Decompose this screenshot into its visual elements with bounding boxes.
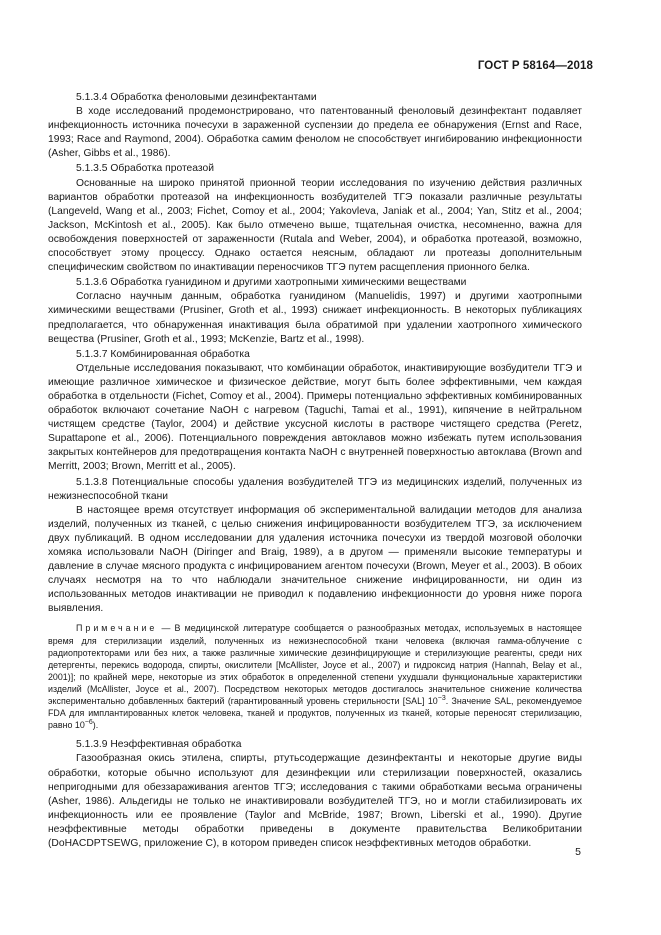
section-paragraph: Газообразная окись этилена, спирты, ртутьсодержащие дезинфектанты и некоторые другие виды обработки, которые обычно используют для дезинфекции или стерилизации поверхностей, оказались непригодными для обеззараживания агентов ТГЭ; исследования с такими обработками весьма ограничены (Asher, 1986). Альдегиды не только не инактивировали возбудителей ТГЭ, но и могли стабилизировать их инфекционность или ее проявление (Taylor and McBride, 1987; Brown, Liberski et al., 1990). Другие неэффективные методы обработки приведены в документе правительства Великобритании (DoHACDPTSEWG, приложение С), в котором приведен список неэффективных методов обработки. — [48, 753, 582, 849]
note-block — [48, 622, 582, 731]
note-exponent-b: −6 — [84, 719, 93, 727]
section-heading-5-1-3-8: 5.1.3.8 Потенциальные способы удаления возбудителей ТГЭ из медицинских изделий, полученных из нежизнеспособной ткани — [48, 476, 582, 502]
section-heading-5-1-3-6: 5.1.3.6 Обработка гуанидином и другими хаотропными химическими веществами — [76, 277, 467, 289]
page-header-standard: ГОСТ Р 58164—2018 — [477, 60, 593, 72]
section-heading-5-1-3-4: 5.1.3.4 Обработка феноловыми дезинфектантами — [76, 92, 317, 103]
section-paragraph: Согласно научным данным, обработка гуанидином (Manuelidis, 1997) и другими хаотропными химическими веществами (Prusiner, Groth et al., 1993) снижает инфекционность. В некоторых публикациях предполагается, что обнаруженная инактивация была обратимой при удалении хаотропного химического вещества (Prusiner, Groth et al., 1993; McKenzie, Bartz et al., 1998). — [48, 291, 582, 345]
note-text-b: . Значение SAL, рекомендуемое FDA для имплантированных клеток человека, тканей и продуктов, полученных из тканей, которые переносят стерилизацию, равно 10 — [48, 696, 582, 731]
section-heading-5-1-3-7: 5.1.3.7 Комбинированная обработка — [76, 348, 250, 360]
note-text-c: ). — [92, 720, 99, 731]
section-paragraph: В ходе исследований продемонстрировано, что патентованный феноловый дезинфектант подавляет инфекционность источника почесухи в зараженной суспензии до предела ее обнаружения (Ernst and Race, 1993; Race and Raymond, 2004). Обработка самим фенолом не способствует ингибированию инфекционности (Asher, Gibbs et al., 1986). — [48, 106, 582, 160]
document-body — [48, 90, 582, 851]
section-heading-5-1-3-5: 5.1.3.5 Обработка протеазой — [76, 163, 214, 175]
section-heading-5-1-3-9: 5.1.3.9 Неэффективная обработка — [76, 739, 242, 751]
page-number: 5 — [575, 846, 581, 858]
note-label: Примечание — [76, 623, 158, 634]
section-paragraph: В настоящее время отсутствует информация об экспериментальной валидации методов для анализа изделий, полученных из тканей, с целью снижения инфицированности возбудителем ТГЭ, за исключением двух публикаций. В одном исследовании для удаления источника почесухи из твердой мозговой оболочки хомяка использовали NaOH (Diringer and Braig, 1989), а в другом — применяли высокие температуры и давление в случае мясного продукта с инфицированием агентом почесухи (Brown, Meyer et al., 2003). В обоих случаях несмотря на то что наблюдали значительное снижение инфицированности, ни один из использованных методов инактивации не приводил к подавлению инфекционности до уровня ниже порога выявления. — [48, 504, 582, 615]
note-text-a: — В медицинской литературе сообщается о разнообразных методах, используемых в настоящее время для стерилизации изделий, полученных из нежизнеспособной ткани человека (включая гамма-облучение с радиопротекторами или без них, а также различные химические дезинфицирующие и стерилизующие реагенты, среди них детергенты, перекись водорода, спирты, окислители [McAllister, Joyce et al., 2007) и гидроксид натрия (Hannah, Belay et al., 2001)]; по крайней мере, некоторые из этих обработок в определенной степени ухудшали функциональные характеристики изделий (McAllister, Joyce et al., 2007). Посредством некоторых методов достигалось значительное снижение количества экспериментально добавленных бактерий (гарантированный уровень стерильности [SAL] 10 — [48, 623, 582, 707]
note-exponent-a: −3 — [437, 695, 446, 703]
section-paragraph: Отдельные исследования показывают, что комбинации обработок, инактивирующие возбудители ТГЭ и имеющие различное химическое и физическое действие, могут быть более эффективными, чем каждая обработка в отдельности (Fichet, Comoy et al., 2004). Примеры потенциально эффективных комбинированных обработок включают сочетание NaOH с нагревом (Taguchi, Tamai et al., 1991), кипячение в нейтральном чистящем средстве (Taylor, 2004) и действие уксусной кислоты в растворе чистящего средства (Peretz, Supattapone et al., 2006). Потенциального повреждения автоклавов можно избежать путем использования закрытых контейнеров для предотвращения контакта NaOH с внутренней поверхностью автоклава (Brown and Merritt, 2003; Brown, Merritt et al., 2005). — [48, 362, 582, 473]
section-paragraph: Основанные на широко принятой прионной теории исследования по изучению действия различных вариантов обработки протеазой на инфекционность возбудителей ТГЭ показали различные результаты (Langeveld, Wang et al., 2003; Fichet, Comoy et al., 2004; Yakovleva, Janiak et al., 2004; Yan, Stitz et al., 2004; Jackson, McKintosh et al., 2005). Как было отмечено выше, тщательная очистка, несомненно, важна для освобождения поверхностей от зараженности (Rutala and Weber, 2004), и обработка протеазой, возможно, способствует этому процессу. Однако остается неясным, обладают ли протеазы дополнительным специфическим свойством по инактивации переносчиков ТГЭ путем расщепления прионного белка. — [48, 177, 582, 274]
